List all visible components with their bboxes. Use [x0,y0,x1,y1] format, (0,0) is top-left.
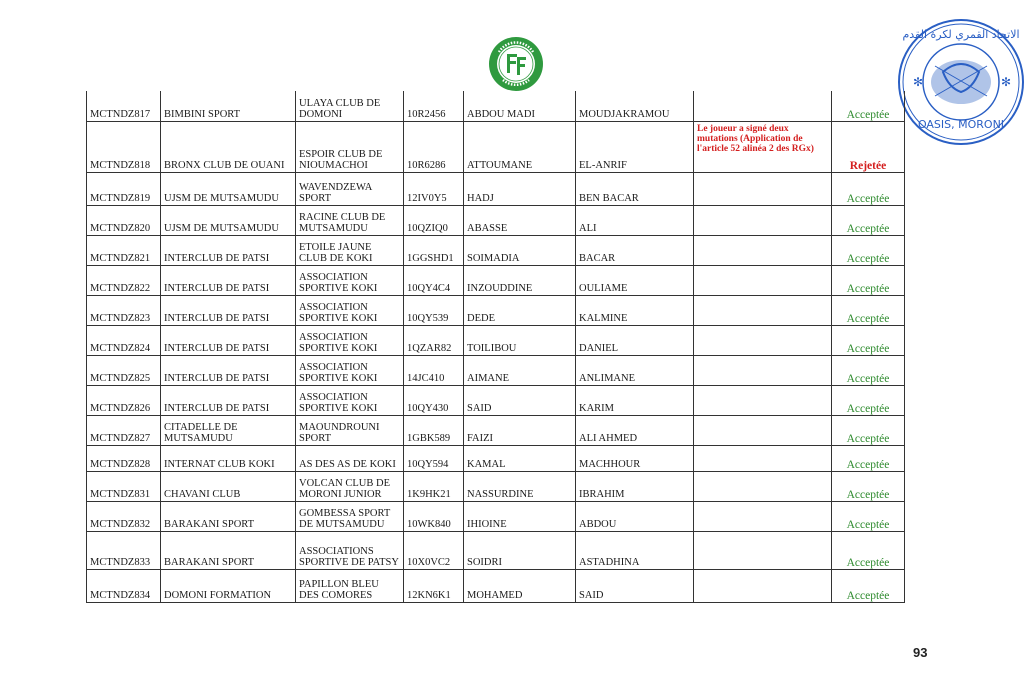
player-firstname-cell: DANIEL [576,325,694,355]
mutation-ref-cell: MCTNDZ823 [87,295,161,325]
table-row [87,355,905,385]
observation-cell [694,355,832,385]
origin-club-cell: CHAVANI CLUB [161,471,296,501]
destination-club-cell: VOLCAN CLUB DE MORONI JUNIOR [296,471,404,501]
player-firstname-cell: ALI [576,205,694,235]
observation-cell [694,445,832,471]
player-lastname-cell: INZOUDDINE [464,265,576,295]
table-row [87,531,905,569]
origin-club-cell: BRONX CLUB DE OUANI [161,121,296,172]
player-firstname-cell: SAID [576,569,694,602]
table-row [87,265,905,295]
licence-number-cell: 10QZIQ0 [404,205,464,235]
player-firstname-cell: ASTADHINA [576,531,694,569]
destination-club-cell: PAPILLON BLEU DES COMORES [296,569,404,602]
player-firstname-cell: KALMINE [576,295,694,325]
table-row [87,569,905,602]
licence-number-cell: 1GGSHD1 [404,235,464,265]
observation-cell: Le joueur a signé deux mutations (Application de l'article 52 alinéa 2 des RGx) [694,121,832,172]
player-firstname-cell: BACAR [576,235,694,265]
player-lastname-cell: AIMANE [464,355,576,385]
mutation-ref-cell: MCTNDZ827 [87,415,161,445]
svg-text:✻: ✻ [1001,75,1012,89]
observation-cell [694,385,832,415]
federation-logo-icon [488,36,544,92]
mutation-ref-cell: MCTNDZ826 [87,385,161,415]
table-row [87,501,905,531]
decision-cell: Rejetée [832,121,905,172]
licence-number-cell: 10R2456 [404,91,464,121]
player-lastname-cell: TOILIBOU [464,325,576,355]
decision-cell: Acceptée [832,91,905,121]
player-lastname-cell: ABDOU MADI [464,91,576,121]
player-firstname-cell: MOUDJAKRAMOU [576,91,694,121]
player-lastname-cell: HADJ [464,172,576,205]
origin-club-cell: BARAKANI SPORT [161,531,296,569]
observation-cell [694,265,832,295]
origin-club-cell: INTERCLUB DE PATSI [161,355,296,385]
table-row [87,471,905,501]
destination-club-cell: ETOILE JAUNE CLUB DE KOKI [296,235,404,265]
licence-number-cell: 10R6286 [404,121,464,172]
observation-cell [694,569,832,602]
origin-club-cell: CITADELLE DE MUTSAMUDU [161,415,296,445]
origin-club-cell: INTERCLUB DE PATSI [161,385,296,415]
table-row [87,415,905,445]
player-firstname-cell: KARIM [576,385,694,415]
decision-cell: Acceptée [832,445,905,471]
player-lastname-cell: DEDE [464,295,576,325]
mutation-ref-cell: MCTNDZ832 [87,501,161,531]
page-number: 93 [913,645,928,660]
decision-cell: Acceptée [832,325,905,355]
decision-cell: Acceptée [832,355,905,385]
player-lastname-cell: SAID [464,385,576,415]
table-row [87,235,905,265]
observation-cell [694,172,832,205]
origin-club-cell: UJSM DE MUTSAMUDU [161,205,296,235]
mutation-ref-cell: MCTNDZ819 [87,172,161,205]
table-row [87,205,905,235]
decision-cell: Acceptée [832,265,905,295]
observation-cell [694,415,832,445]
decision-cell: Acceptée [832,471,905,501]
destination-club-cell: ULAYA CLUB DE DOMONI [296,91,404,121]
player-lastname-cell: ATTOUMANE [464,121,576,172]
licence-number-cell: 1QZAR82 [404,325,464,355]
origin-club-cell: INTERNAT CLUB KOKI [161,445,296,471]
mutation-ref-cell: MCTNDZ824 [87,325,161,355]
destination-club-cell: AS DES AS DE KOKI [296,445,404,471]
player-lastname-cell: IHIOINE [464,501,576,531]
licence-number-cell: 12KN6K1 [404,569,464,602]
decision-cell: Acceptée [832,531,905,569]
licence-number-cell: 14JC410 [404,355,464,385]
destination-club-cell: ASSOCIATION SPORTIVE KOKI [296,385,404,415]
table-row [87,385,905,415]
table-row [87,172,905,205]
decision-cell: Acceptée [832,172,905,205]
mutation-ref-cell: MCTNDZ820 [87,205,161,235]
player-firstname-cell: OULIAME [576,265,694,295]
svg-text:✻: ✻ [913,75,924,89]
mutation-ref-cell: MCTNDZ825 [87,355,161,385]
observation-cell [694,501,832,531]
mutation-ref-cell: MCTNDZ821 [87,235,161,265]
origin-club-cell: INTERCLUB DE PATSI [161,235,296,265]
licence-number-cell: 10WK840 [404,501,464,531]
observation-cell [694,91,832,121]
destination-club-cell: ASSOCIATION SPORTIVE KOKI [296,325,404,355]
origin-club-cell: UJSM DE MUTSAMUDU [161,172,296,205]
destination-club-cell: RACINE CLUB DE MUTSAMUDU [296,205,404,235]
origin-club-cell: INTERCLUB DE PATSI [161,325,296,355]
table-row [87,325,905,355]
decision-cell: Acceptée [832,295,905,325]
licence-number-cell: 12IV0Y5 [404,172,464,205]
table-row [87,445,905,471]
decision-cell: Acceptée [832,415,905,445]
destination-club-cell: ASSOCIATION SPORTIVE KOKI [296,355,404,385]
destination-club-cell: ESPOIR CLUB DE NIOUMACHOI [296,121,404,172]
svg-text:الاتحاد القمري لكرة القدم: الاتحاد القمري لكرة القدم [902,28,1020,41]
mutation-ref-cell: MCTNDZ834 [87,569,161,602]
table-row [87,121,905,172]
observation-cell [694,205,832,235]
decision-cell: Acceptée [832,385,905,415]
origin-club-cell: BARAKANI SPORT [161,501,296,531]
mutation-ref-cell: MCTNDZ828 [87,445,161,471]
destination-club-cell: ASSOCIATION SPORTIVE KOKI [296,265,404,295]
player-firstname-cell: MACHHOUR [576,445,694,471]
svg-text:OASIS, MORONI: OASIS, MORONI [917,118,1005,131]
licence-number-cell: 10QY430 [404,385,464,415]
observation-cell [694,235,832,265]
decision-cell: Acceptée [832,205,905,235]
origin-club-cell: DOMONI FORMATION [161,569,296,602]
federation-stamp-icon [895,16,1024,148]
mutation-ref-cell: MCTNDZ831 [87,471,161,501]
player-lastname-cell: KAMAL [464,445,576,471]
player-lastname-cell: SOIDRI [464,531,576,569]
player-firstname-cell: ALI AHMED [576,415,694,445]
licence-number-cell: 1GBK589 [404,415,464,445]
origin-club-cell: INTERCLUB DE PATSI [161,265,296,295]
decision-cell: Acceptée [832,235,905,265]
mutation-ref-cell: MCTNDZ822 [87,265,161,295]
player-lastname-cell: FAIZI [464,415,576,445]
player-firstname-cell: EL-ANRIF [576,121,694,172]
origin-club-cell: INTERCLUB DE PATSI [161,295,296,325]
player-lastname-cell: SOIMADIA [464,235,576,265]
table-row [87,91,905,121]
table-row [87,295,905,325]
table-body [87,91,905,602]
licence-number-cell: 10QY4C4 [404,265,464,295]
licence-number-cell: 10X0VC2 [404,531,464,569]
player-firstname-cell: ABDOU [576,501,694,531]
player-lastname-cell: MOHAMED [464,569,576,602]
origin-club-cell: BIMBINI SPORT [161,91,296,121]
destination-club-cell: ASSOCIATIONS SPORTIVE DE PATSY [296,531,404,569]
observation-cell [694,531,832,569]
destination-club-cell: GOMBESSA SPORT DE MUTSAMUDU [296,501,404,531]
decision-cell: Acceptée [832,501,905,531]
mutation-ref-cell: MCTNDZ818 [87,121,161,172]
licence-number-cell: 10QY539 [404,295,464,325]
player-firstname-cell: ANLIMANE [576,355,694,385]
observation-cell [694,471,832,501]
player-lastname-cell: NASSURDINE [464,471,576,501]
observation-cell [694,295,832,325]
licence-number-cell: 10QY594 [404,445,464,471]
destination-club-cell: WAVENDZEWA SPORT [296,172,404,205]
licence-number-cell: 1K9HK21 [404,471,464,501]
observation-cell [694,325,832,355]
player-firstname-cell: BEN BACAR [576,172,694,205]
destination-club-cell: MAOUNDROUNI SPORT [296,415,404,445]
mutation-ref-cell: MCTNDZ833 [87,531,161,569]
mutation-ref-cell: MCTNDZ817 [87,91,161,121]
destination-club-cell: ASSOCIATION SPORTIVE KOKI [296,295,404,325]
mutations-table [86,91,905,603]
player-lastname-cell: ABASSE [464,205,576,235]
player-firstname-cell: IBRAHIM [576,471,694,501]
decision-cell: Acceptée [832,569,905,602]
